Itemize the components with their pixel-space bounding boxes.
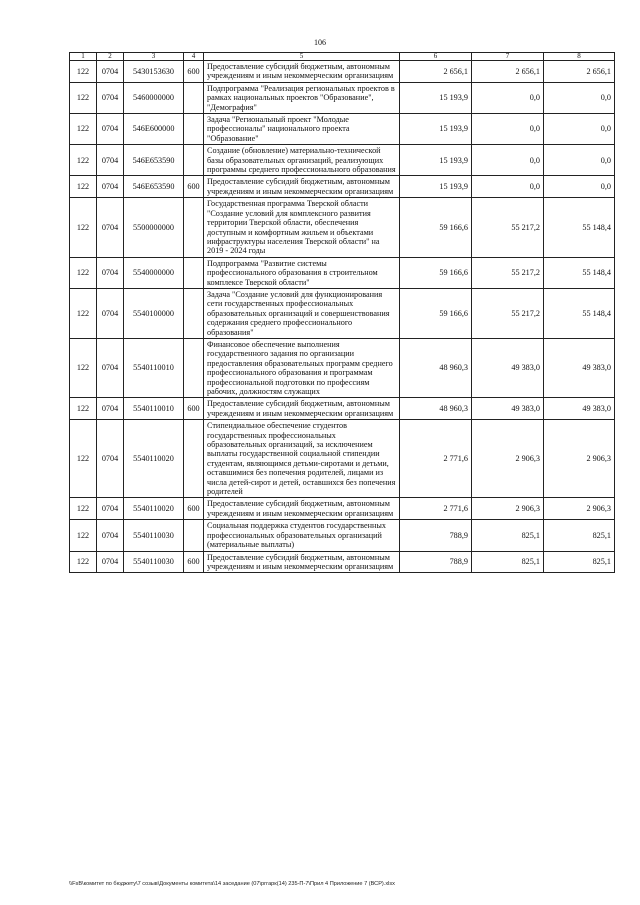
cell-description: Стипендиальное обеспечение студентов государственных профессиональных образовательных организаций, за исключением выплаты государственной социальной стипендии студентам, являющимся детьми-сиротами и детьми, оставшимися без попечения родителей, лицами из числа детей-сирот и детей, оставшихся без попечения родителей [204, 420, 400, 498]
cell-description: Социальная поддержка студентов государственных профессиональных образовательных организаций (материальные выплаты) [204, 520, 400, 551]
cell-amount-col8: 2 656,1 [544, 61, 615, 83]
cell-admin-code: 122 [70, 176, 97, 198]
cell-amount-col8: 0,0 [544, 82, 615, 113]
page-number: 106 [314, 38, 326, 47]
cell-admin-code: 122 [70, 498, 97, 520]
cell-expense-type [184, 288, 204, 338]
cell-amount-col7: 2 906,3 [472, 498, 544, 520]
cell-admin-code: 122 [70, 520, 97, 551]
cell-admin-code: 122 [70, 198, 97, 257]
cell-description: Подпрограмма "Развитие системы профессионального образования в строительном комплексе Тверской области" [204, 257, 400, 288]
cell-target-code: 5540000000 [124, 257, 184, 288]
column-number: 1 [70, 53, 97, 61]
column-number: 4 [184, 53, 204, 61]
cell-description: Финансовое обеспечение выполнения государственного задания по организации предоставления образовательных программ среднего профессионального образования и программам профессиональной подготовки по профессиям рабочих, должностям служащих [204, 338, 400, 397]
table-row [70, 176, 615, 198]
cell-description: Государственная программа Тверской области "Создание условий для комплексного развития территории Тверской области, обеспечения доступным и комфортным жильем и объектами инфраструктуры населения Тверской области" на 2019 - 2024 годы [204, 198, 400, 257]
cell-description: Предоставление субсидий бюджетным, автономным учреждениям и иным некоммерческим организациям [204, 398, 400, 420]
table-row [70, 338, 615, 397]
table-body [70, 53, 615, 573]
table-row [70, 114, 615, 145]
cell-amount-col7: 49 383,0 [472, 338, 544, 397]
column-number: 8 [544, 53, 615, 61]
cell-expense-type [184, 82, 204, 113]
cell-amount-col7: 0,0 [472, 82, 544, 113]
cell-admin-code: 122 [70, 338, 97, 397]
file-path-footer: \\FsB\комитет по бюджету\7 созыв\Документы комитета\14 заседание (07\рггарк(14) 235-П-7\Прил 4 Приложение 7 (ВСР).xlsx [69, 881, 395, 887]
cell-section-code: 0704 [97, 198, 124, 257]
table-row [70, 398, 615, 420]
cell-expense-type: 600 [184, 498, 204, 520]
cell-amount-col7: 55 217,2 [472, 288, 544, 338]
table-row [70, 145, 615, 176]
cell-amount-col6: 48 960,3 [400, 398, 472, 420]
cell-section-code: 0704 [97, 114, 124, 145]
cell-amount-col7: 2 906,3 [472, 420, 544, 498]
cell-target-code: 5540110010 [124, 338, 184, 397]
cell-expense-type: 600 [184, 551, 204, 573]
cell-target-code: 5540110030 [124, 520, 184, 551]
cell-amount-col6: 15 193,9 [400, 114, 472, 145]
cell-admin-code: 122 [70, 398, 97, 420]
cell-admin-code: 122 [70, 82, 97, 113]
cell-expense-type [184, 338, 204, 397]
cell-amount-col6: 15 193,9 [400, 82, 472, 113]
cell-target-code: 5540110030 [124, 551, 184, 573]
cell-expense-type [184, 198, 204, 257]
cell-amount-col6: 2 656,1 [400, 61, 472, 83]
cell-target-code: 5540100000 [124, 288, 184, 338]
cell-target-code: 5430153630 [124, 61, 184, 83]
cell-admin-code: 122 [70, 145, 97, 176]
cell-target-code: 546E653590 [124, 145, 184, 176]
column-number: 3 [124, 53, 184, 61]
cell-admin-code: 122 [70, 257, 97, 288]
cell-amount-col6: 2 771,6 [400, 420, 472, 498]
cell-description: Задача "Региональный проект "Молодые профессионалы" национального проекта "Образование" [204, 114, 400, 145]
cell-amount-col6: 59 166,6 [400, 257, 472, 288]
table-row [70, 420, 615, 498]
cell-section-code: 0704 [97, 61, 124, 83]
cell-description: Предоставление субсидий бюджетным, автономным учреждениям и иным некоммерческим организациям [204, 61, 400, 83]
cell-amount-col6: 59 166,6 [400, 288, 472, 338]
cell-admin-code: 122 [70, 61, 97, 83]
cell-target-code: 5460000000 [124, 82, 184, 113]
cell-amount-col8: 49 383,0 [544, 398, 615, 420]
table-row [70, 498, 615, 520]
cell-amount-col7: 825,1 [472, 520, 544, 551]
cell-amount-col8: 55 148,4 [544, 198, 615, 257]
cell-amount-col6: 788,9 [400, 520, 472, 551]
cell-amount-col7: 0,0 [472, 145, 544, 176]
cell-amount-col6: 2 771,6 [400, 498, 472, 520]
cell-amount-col8: 0,0 [544, 145, 615, 176]
cell-amount-col8: 0,0 [544, 114, 615, 145]
cell-target-code: 5500000000 [124, 198, 184, 257]
cell-description: Предоставление субсидий бюджетным, автономным учреждениям и иным некоммерческим организациям [204, 176, 400, 198]
cell-amount-col6: 15 193,9 [400, 145, 472, 176]
column-number: 5 [204, 53, 400, 61]
cell-amount-col6: 48 960,3 [400, 338, 472, 397]
cell-amount-col7: 825,1 [472, 551, 544, 573]
table-row [70, 61, 615, 83]
cell-amount-col8: 825,1 [544, 520, 615, 551]
cell-description: Создание (обновление) материально-технической базы образовательных организаций, реализующих программы среднего профессионального образования [204, 145, 400, 176]
cell-description: Предоставление субсидий бюджетным, автономным учреждениям и иным некоммерческим организациям [204, 498, 400, 520]
cell-amount-col8: 2 906,3 [544, 420, 615, 498]
cell-target-code: 546E600000 [124, 114, 184, 145]
cell-description: Подпрограмма "Реализация региональных проектов в рамках национальных проектов "Образование", "Демография" [204, 82, 400, 113]
cell-target-code: 546E653590 [124, 176, 184, 198]
cell-target-code: 5540110010 [124, 398, 184, 420]
cell-section-code: 0704 [97, 145, 124, 176]
cell-description: Предоставление субсидий бюджетным, автономным учреждениям и иным некоммерческим организациям [204, 551, 400, 573]
cell-target-code: 5540110020 [124, 498, 184, 520]
table-row [70, 551, 615, 573]
cell-expense-type: 600 [184, 61, 204, 83]
cell-section-code: 0704 [97, 288, 124, 338]
cell-expense-type [184, 114, 204, 145]
cell-section-code: 0704 [97, 257, 124, 288]
cell-amount-col7: 0,0 [472, 114, 544, 145]
cell-target-code: 5540110020 [124, 420, 184, 498]
column-number: 2 [97, 53, 124, 61]
cell-section-code: 0704 [97, 498, 124, 520]
column-number: 6 [400, 53, 472, 61]
cell-section-code: 0704 [97, 420, 124, 498]
cell-amount-col6: 15 193,9 [400, 176, 472, 198]
table-row [70, 82, 615, 113]
cell-description: Задача "Создание условий для функционирования сети государственных профессиональных образовательных организаций и совершенствования содержания среднего профессионального образования" [204, 288, 400, 338]
cell-admin-code: 122 [70, 114, 97, 145]
cell-section-code: 0704 [97, 398, 124, 420]
table-row [70, 288, 615, 338]
cell-section-code: 0704 [97, 176, 124, 198]
table-row [70, 520, 615, 551]
cell-expense-type: 600 [184, 176, 204, 198]
cell-amount-col7: 55 217,2 [472, 257, 544, 288]
cell-amount-col7: 0,0 [472, 176, 544, 198]
cell-expense-type: 600 [184, 398, 204, 420]
table-row [70, 257, 615, 288]
cell-amount-col8: 55 148,4 [544, 257, 615, 288]
budget-table [69, 52, 615, 573]
cell-expense-type [184, 420, 204, 498]
table-row [70, 198, 615, 257]
cell-admin-code: 122 [70, 551, 97, 573]
cell-amount-col8: 49 383,0 [544, 338, 615, 397]
cell-amount-col8: 825,1 [544, 551, 615, 573]
cell-amount-col6: 788,9 [400, 551, 472, 573]
cell-amount-col6: 59 166,6 [400, 198, 472, 257]
cell-admin-code: 122 [70, 420, 97, 498]
cell-section-code: 0704 [97, 82, 124, 113]
cell-section-code: 0704 [97, 520, 124, 551]
column-number: 7 [472, 53, 544, 61]
cell-expense-type [184, 145, 204, 176]
cell-amount-col8: 2 906,3 [544, 498, 615, 520]
cell-amount-col7: 55 217,2 [472, 198, 544, 257]
cell-admin-code: 122 [70, 288, 97, 338]
cell-amount-col7: 2 656,1 [472, 61, 544, 83]
cell-expense-type [184, 257, 204, 288]
cell-amount-col8: 0,0 [544, 176, 615, 198]
cell-section-code: 0704 [97, 338, 124, 397]
cell-section-code: 0704 [97, 551, 124, 573]
cell-expense-type [184, 520, 204, 551]
column-number-row [70, 53, 615, 61]
cell-amount-col7: 49 383,0 [472, 398, 544, 420]
cell-amount-col8: 55 148,4 [544, 288, 615, 338]
